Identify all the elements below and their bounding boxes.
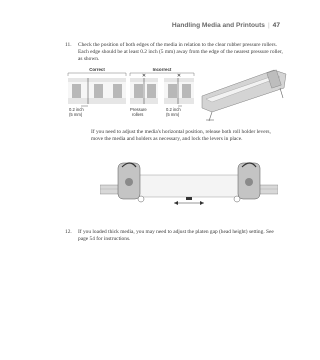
right-roll-holder [234, 163, 260, 202]
section-title: Handling Media and Printouts [171, 22, 265, 29]
x-mark-icon: ✕ [176, 73, 182, 79]
caption-right-line1: 0.2 inch [166, 107, 181, 112]
label-incorrect: Incorrect [152, 67, 172, 72]
roll-holder-levers-figure [100, 157, 278, 215]
step-number: 11. [65, 42, 72, 48]
header-separator: | [267, 22, 270, 29]
caption-mid-line2: rollers [132, 112, 144, 117]
caption-left-line1: 0.2 inch [69, 107, 84, 112]
step-text: Check the position of both edges of the media in relation to the clear rubber pressure rollers. Each edge should be at least 0.2 inch (5 mm) away from the edge of the nearest pressure roller, as shown. [78, 42, 283, 63]
label-correct: Correct [89, 67, 105, 72]
running-header [172, 22, 280, 29]
media-edge-position-figure [66, 66, 288, 122]
left-roll-holder [118, 163, 144, 202]
incorrect-example-panel-2 [164, 73, 194, 106]
step-11 [65, 42, 284, 64]
incorrect-example-panel-1 [130, 73, 158, 104]
printer-illustration [202, 70, 286, 121]
page-number: 47 [272, 22, 280, 29]
caption-right-line2: (5 mm) [166, 112, 180, 117]
caption-left-line2: (5 mm) [69, 112, 83, 117]
caption-mid-line1: Pressure [130, 107, 147, 112]
adjust-position-paragraph: If you need to adjust the media's horizontal position, release both roll holder levers, move the media and holders as necessary, and lock the levers in place. [91, 129, 271, 143]
x-mark-icon: ✕ [141, 73, 147, 79]
step-text: If you loaded thick media, you may need to adjust the platen gap (head height) setting. See page 54 for instructions. [78, 229, 274, 243]
step-number: 12. [65, 229, 72, 235]
step-12 [65, 229, 284, 243]
correct-example-panel [68, 78, 126, 106]
